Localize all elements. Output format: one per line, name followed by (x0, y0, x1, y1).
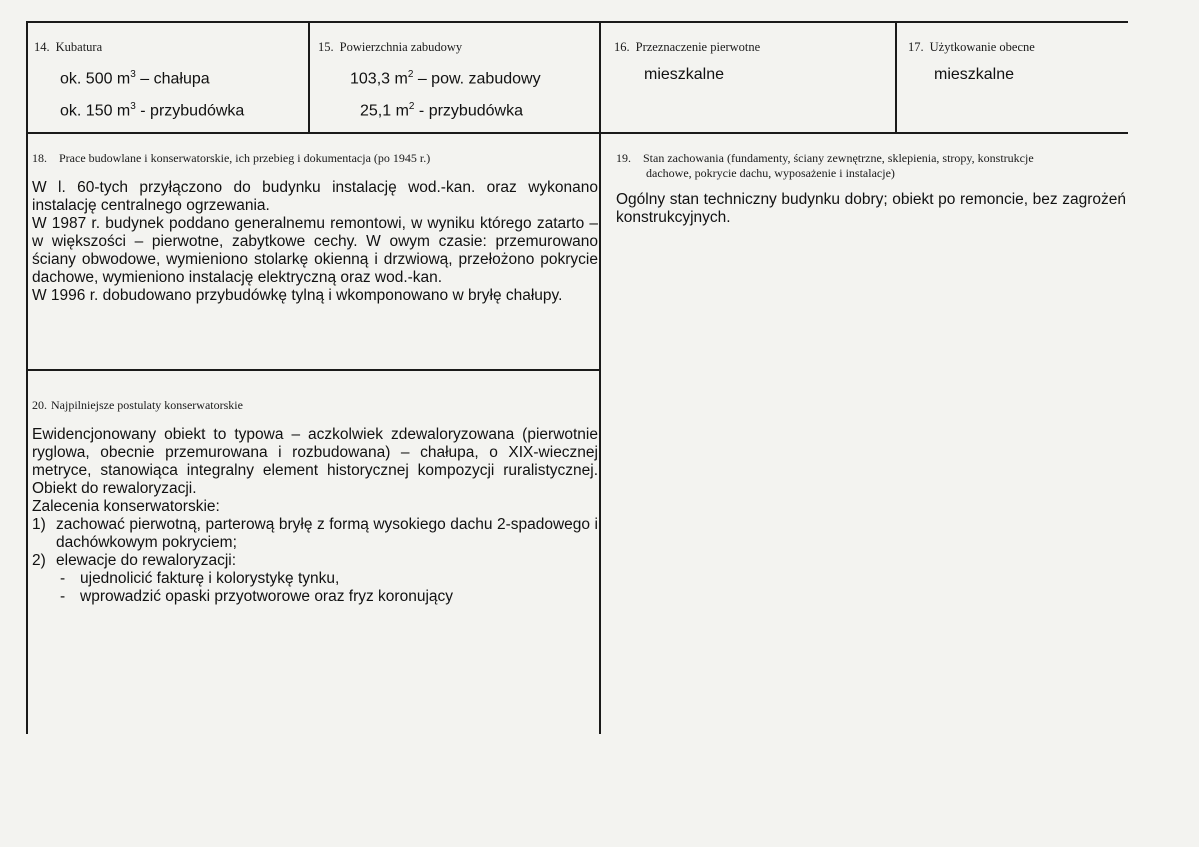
uzytkowanie-value: mieszkalne (934, 66, 1015, 83)
list-item: - ujednolicić fakturę i kolorystykę tynku, (60, 570, 340, 587)
elewacje-sublist (32, 570, 598, 606)
divider-16-17 (895, 21, 897, 134)
list-item: - wprowadzić opaski przyotworowe oraz fryz koronujący (60, 588, 454, 605)
divider-14-15 (308, 21, 310, 134)
postulaty-text (32, 426, 598, 606)
prace-paragraph-3: W 1996 r. dobudowano przybudówkę tylną i wkomponowano w bryłę chałupy. (32, 287, 563, 304)
zalecenia-list (32, 516, 598, 570)
divider-center (599, 21, 601, 734)
zalecenia-title: Zalecenia konserwatorskie: (32, 498, 220, 515)
cell-powierzchnia-zabudowy (318, 40, 594, 122)
kubatura-value-2: ok. 150 $m^3$ - przybudówka (60, 101, 245, 120)
cell-15-label: 15. Powierzchnia zabudowy (318, 40, 463, 54)
prace-text (32, 179, 598, 305)
cell-kubatura (34, 40, 304, 122)
list-item: 2) elewacje do rewaloryzacji: (32, 552, 237, 569)
cell-stan-zachowania (616, 151, 1126, 227)
left-border-line (26, 21, 28, 734)
row1-bottom-line (26, 132, 1128, 134)
top-border-line (26, 21, 1128, 23)
powierzchnia-value-2: 25,1 $m^2$ - przybudówka (360, 101, 523, 120)
postulaty-intro: Ewidencjonowany obiekt to typowa – aczkolwiek zdewaloryzowana (pierwotnie ryglowa, obecnie przemurowana i rozbudowana) – chałupa, o XIX-wiecznej metryce, stanowiąca integralny element historycznej kompozycji ruralistycznej. Obiekt do rewaloryzacji. (32, 426, 598, 497)
stan-zachowania-text: Ogólny stan techniczny budynku dobry; obiekt po remoncie, bez zagrożeń konstrukcyjnych. (616, 191, 1126, 226)
przeznaczenie-value: mieszkalne (644, 66, 725, 83)
cell-uzytkowanie-obecne (908, 40, 1124, 85)
cell-18-label: 18. Prace budowlane i konserwatorskie, ich przebieg i dokumentacja (po 1945 r.) (32, 151, 431, 165)
kubatura-value-1: ok. 500 $m^3$ – chałupa (60, 69, 210, 88)
list-item: 1) zachować pierwotną, parterową bryłę z formą wysokiego dachu 2-spadowego i dachówkowym pokryciem; (32, 516, 598, 551)
cell-20-label: 20. Najpilniejsze postulaty konserwatorskie (32, 398, 243, 412)
cell-17-label: 17. Użytkowanie obecne (908, 40, 1035, 54)
cell-16-label: 16. Przeznaczenie pierwotne (614, 40, 761, 54)
cell18-bottom-line (26, 369, 600, 371)
powierzchnia-value-1: 103,3 $m^2$ – pow. zabudowy (350, 69, 541, 88)
prace-paragraph-2: W 1987 r. budynek poddano generalnemu remontowi, w wyniku którego zatarto – w większości – pierwotne, zabytkowe cechy. W owym czasie: przemurowano ściany obwodowe, wymieniono stolarkę okienną i drzwiową, przełożono pokrycie dachowe, wymieniono instalację elektryczną oraz wod.-kan. (32, 215, 598, 286)
cell-14-label: 14. Kubatura (34, 40, 103, 54)
cell-postulaty-konserwatorskie (32, 398, 598, 606)
cell-przeznaczenie-pierwotne (614, 40, 890, 85)
cell-19-label: 19. Stan zachowania (fundamenty, ściany zewnętrzne, sklepienia, stropy, konstrukcje dachowe, pokrycie dachu, wyposażenie i instalacje) (616, 151, 1034, 180)
prace-paragraph-1: W l. 60-tych przyłączono do budynku instalację wod.-kan. oraz wykonano instalację centralnego ogrzewania. (32, 179, 598, 214)
cell-prace-budowlane (32, 151, 598, 305)
